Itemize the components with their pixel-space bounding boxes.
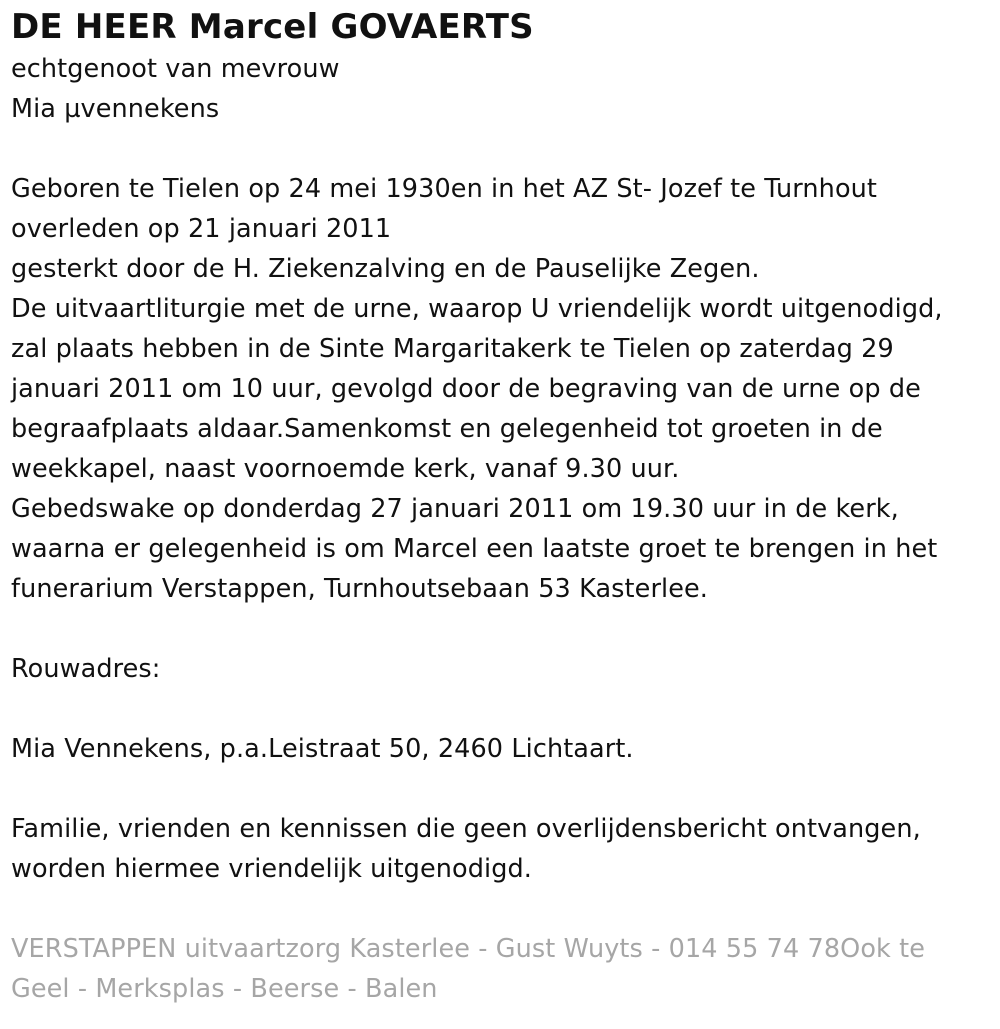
footer-line: VERSTAPPEN uitvaartzorg Kasterlee - Gust Wuyts - 014 55 74 78Ook te	[11, 934, 925, 964]
spacer	[11, 609, 993, 649]
body-line: Gebedswake op donderdag 27 januari 2011 om 19.30 uur in de kerk,	[11, 494, 899, 524]
body-line: waarna er gelegenheid is om Marcel een laatste groet te brengen in het	[11, 534, 938, 564]
body-line: zal plaats hebben in de Sinte Margaritakerk te Tielen op zaterdag 29	[11, 334, 894, 364]
body-line: overleden op 21 januari 2011	[11, 214, 392, 244]
obituary-notice	[11, 0, 993, 1009]
deceased-title: DE HEER Marcel GOVAERTS	[11, 7, 534, 47]
funeral-home-footer	[11, 929, 993, 1009]
spouse-line: echtgenoot van mevrouw	[11, 54, 340, 84]
footer-line: Geel - Merksplas - Beerse - Balen	[11, 974, 438, 1004]
invitation-line: worden hiermee vriendelijk uitgenodigd.	[11, 854, 532, 884]
body-line: funerarium Verstappen, Turnhoutsebaan 53 Kasterlee.	[11, 574, 708, 604]
body-line: De uitvaartliturgie met de urne, waarop U vriendelijk wordt uitgenodigd,	[11, 294, 943, 324]
spacer	[11, 769, 993, 809]
spouse-block	[11, 49, 993, 129]
body-line: gesterkt door de H. Ziekenzalving en de Pauselijke Zegen.	[11, 254, 760, 284]
invitation-block	[11, 809, 993, 889]
body-line: begraafplaats aldaar.Samenkomst en gelegenheid tot groeten in de	[11, 414, 883, 444]
body-text	[11, 169, 993, 609]
spacer	[11, 129, 993, 169]
address-block	[11, 729, 993, 769]
address-label-block	[11, 649, 993, 689]
address-label: Rouwadres:	[11, 654, 161, 684]
body-line: weekkapel, naast voornoemde kerk, vanaf 9.30 uur.	[11, 454, 680, 484]
body-line: januari 2011 om 10 uur, gevolgd door de begraving van de urne op de	[11, 374, 921, 404]
body-line: Geboren te Tielen op 24 mei 1930en in het AZ St- Jozef te Turnhout	[11, 174, 878, 204]
spouse-name-line: Mia µvennekens	[11, 94, 220, 124]
spacer	[11, 889, 993, 929]
invitation-line: Familie, vrienden en kennissen die geen overlijdensbericht ontvangen,	[11, 814, 921, 844]
spacer	[11, 689, 993, 729]
mourning-address: Mia Vennekens, p.a.Leistraat 50, 2460 Lichtaart.	[11, 734, 634, 764]
